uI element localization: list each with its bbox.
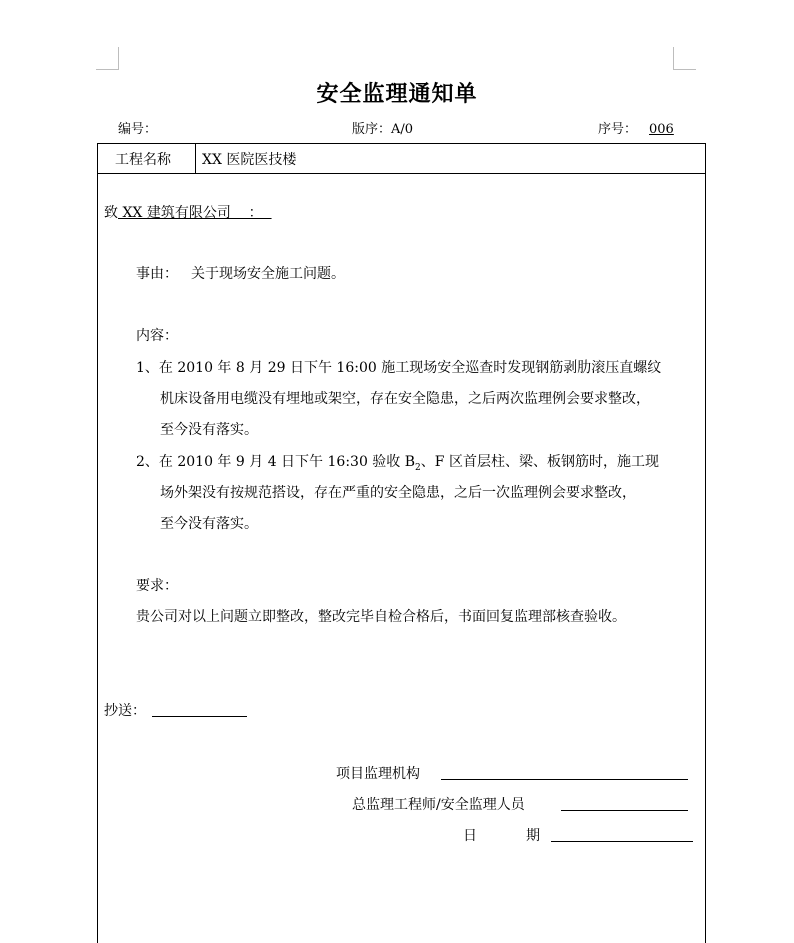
subject-text: 关于现场安全施工问题。 xyxy=(191,266,345,282)
addressee-company: XX 建筑有限公司 ： xyxy=(118,205,272,221)
number-label: 编号： xyxy=(118,122,158,137)
content-item-2-line-1-a: 2、在 2010 年 9 月 4 日下午 16:30 验收 B xyxy=(136,454,416,470)
requirement-text: 贵公司对以上问题立即整改，整改完毕自检合格后，书面回复监理部核查验收。 xyxy=(136,609,626,625)
content-item-2-line-2: 场外架没有按规范搭设，存在严重的安全隐患，之后一次监理例会要求整改， xyxy=(160,485,636,501)
addressee xyxy=(104,202,272,222)
signature-date-label-b: 期 xyxy=(526,828,540,844)
requirement-label: 要求： xyxy=(136,578,178,594)
seq-value: 006 xyxy=(649,122,674,137)
signature-engineer-line xyxy=(561,810,688,811)
version-label: 版序：A/0 xyxy=(352,122,414,137)
seq-field xyxy=(598,118,678,137)
content-item-2-line-1-b: 、F 区首层柱、梁、板钢筋时，施工现 xyxy=(420,454,659,470)
content-label: 内容： xyxy=(136,328,178,344)
content-item-1-line-2: 机床设备用电缆没有埋地或架空，存在安全隐患，之后两次监理例会要求整改， xyxy=(160,391,650,407)
page-corner-mark-top-right xyxy=(673,47,696,70)
signature-engineer-label: 总监理工程师/安全监理人员 xyxy=(352,797,525,813)
page-corner-mark-top-left xyxy=(96,47,119,70)
seq-label: 序号： xyxy=(598,122,638,137)
notice-table xyxy=(97,143,706,943)
signature-org-label: 项目监理机构 xyxy=(336,766,420,782)
content-item-2-line-3: 至今没有落实。 xyxy=(160,516,258,532)
content-item-1-line-1: 1、在 2010 年 8 月 29 日下午 16:00 施工现场安全巡查时发现钢筋剥肋滚压直螺纹 xyxy=(136,360,662,376)
signature-date-label-a: 日 xyxy=(463,828,477,844)
project-name-value: XX 医院医技楼 xyxy=(202,152,297,168)
signature-org-line xyxy=(441,779,688,780)
content-item-2-subscript: 2 xyxy=(415,462,421,473)
document-title: 安全监理通知单 xyxy=(316,81,478,107)
subject-label: 事由： xyxy=(136,266,178,282)
content-item-2-line-1 xyxy=(136,451,659,473)
header-row-divider xyxy=(98,173,705,174)
signature-date-line xyxy=(551,841,693,842)
header-cell-divider xyxy=(195,144,196,173)
cc-label: 抄送： xyxy=(104,703,146,719)
project-name-label: 工程名称 xyxy=(115,152,171,168)
content-item-1-line-3: 至今没有落实。 xyxy=(160,422,258,438)
cc-blank-line xyxy=(152,716,247,717)
addressee-prefix: 致 xyxy=(104,205,118,221)
